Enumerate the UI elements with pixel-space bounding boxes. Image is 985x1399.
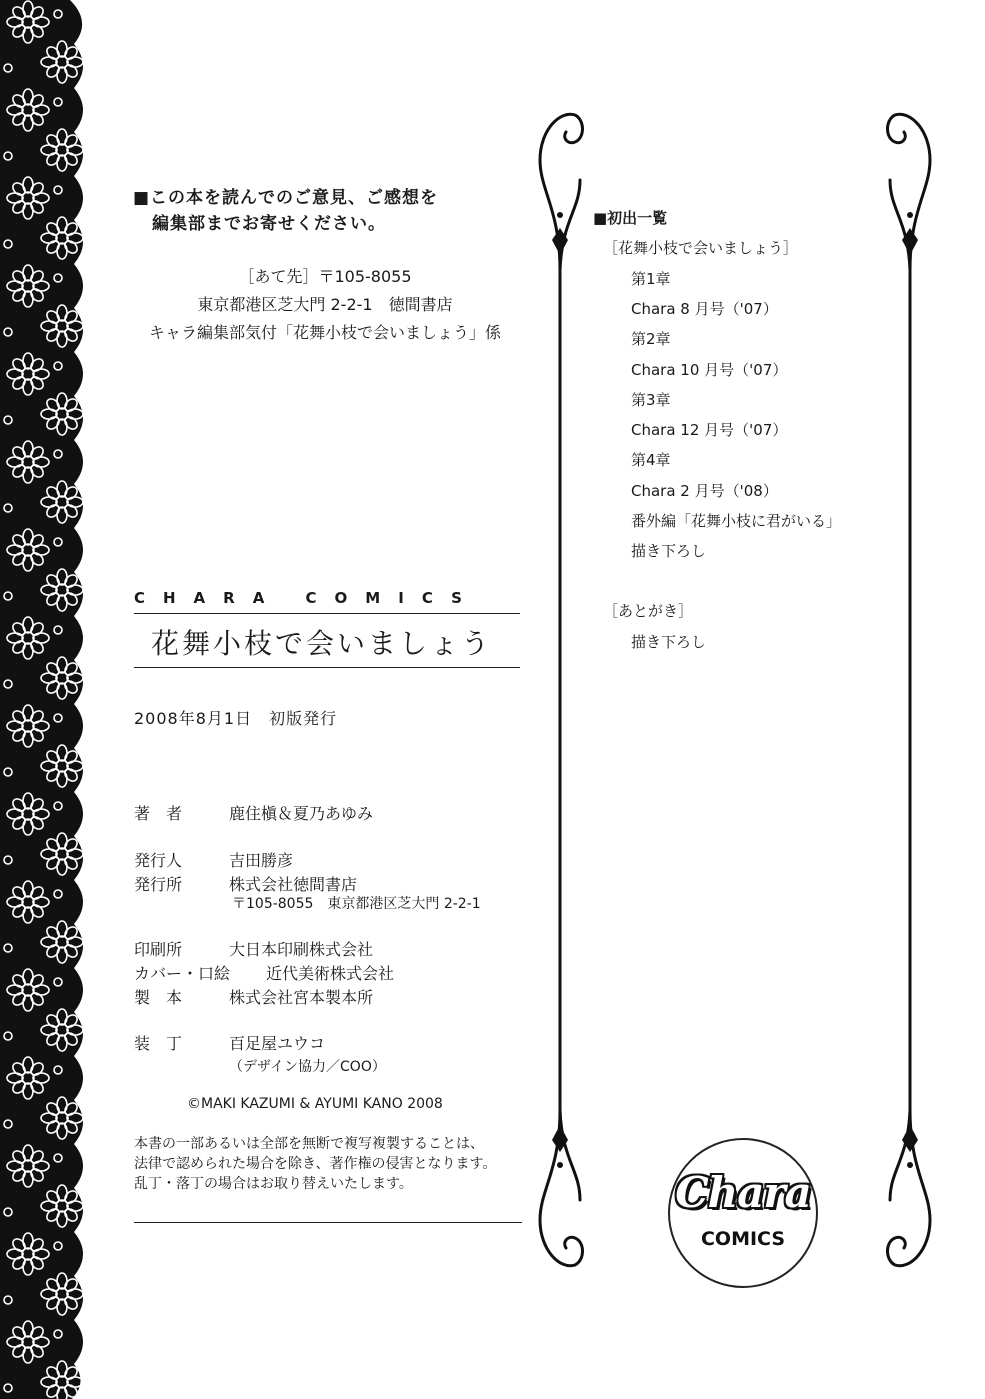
notice-line1: 本書の一部あるいは全部を無断で複写複製することは、 — [134, 1136, 484, 1152]
logo-brand: Chara — [675, 1168, 811, 1217]
series-name: CHARA COMICS — [134, 589, 480, 607]
copyright: ©MAKI KAZUMI & AYUMI KANO 2008 — [187, 1096, 443, 1112]
notice-line3: 乱丁・落丁の場合はお取り替えいたします。 — [134, 1176, 413, 1192]
address-line2: 東京都港区芝大門 2-2-1 徳間書店 — [197, 295, 453, 314]
list-item: 第2章 — [631, 330, 671, 348]
printer-label: 印刷所 — [134, 940, 183, 959]
list-item: 第4章 — [631, 451, 671, 469]
address-line3: キャラ編集部気付「花舞小枝で会いましょう」係 — [148, 323, 501, 342]
right-scroll-ornament — [880, 100, 940, 1280]
bottom-rule — [134, 1222, 522, 1223]
title-top-rule — [134, 613, 520, 614]
notice-line2: 法律で認められた場合を除き、著作権の侵害となります。 — [134, 1156, 497, 1172]
author-value: 鹿住槇＆夏乃あゆみ — [229, 804, 374, 823]
list-item: Chara 10 月号（'07） — [631, 361, 788, 379]
list-item: 第1章 — [631, 270, 671, 288]
printer-value: 大日本印刷株式会社 — [229, 940, 374, 959]
list-item: 第3章 — [631, 391, 671, 409]
design-value: 百足屋ユウコ — [229, 1034, 326, 1053]
chara-comics-logo — [668, 1138, 818, 1288]
lace-border-decoration — [0, 0, 100, 1399]
list-item: Chara 12 月号（'07） — [631, 421, 788, 439]
cover-label: カバー・口絵 — [134, 964, 231, 983]
list-item: Chara 8 月号（'07） — [631, 300, 778, 318]
first-appearance-heading: ■初出一覧 — [593, 209, 668, 227]
book-title: 花舞小枝で会いましょう — [151, 627, 493, 660]
afterword-note: 描き下ろし — [631, 633, 707, 651]
list-item: 描き下ろし — [631, 542, 707, 560]
list-item: Chara 2 月号（'08） — [631, 482, 778, 500]
afterword-title: ［あとがき］ — [603, 602, 694, 620]
publisher-label: 発行所 — [134, 875, 183, 894]
binding-value: 株式会社宮本製本所 — [229, 988, 374, 1007]
publisher-address: 〒105-8055 東京都港区芝大門 2-2-1 — [232, 896, 481, 912]
design-note: （デザイン協力／COO） — [229, 1059, 386, 1075]
publisher-person-value: 吉田勝彦 — [229, 851, 294, 870]
design-label: 装 丁 — [134, 1034, 183, 1053]
author-label: 著 者 — [134, 804, 183, 823]
address-line1: ［あて先］〒105-8055 — [238, 267, 412, 286]
cover-value: 近代美術株式会社 — [266, 964, 395, 983]
logo-sub: COMICS — [700, 1228, 786, 1250]
feedback-heading-line2: 編集部までお寄せください。 — [152, 214, 386, 234]
list-item: 番外編「花舞小枝に君がいる」 — [631, 512, 842, 530]
left-scroll-ornament — [530, 100, 590, 1280]
publisher-value: 株式会社徳間書店 — [229, 875, 358, 894]
title-bottom-rule — [134, 667, 520, 668]
publisher-person-label: 発行人 — [134, 851, 183, 870]
binding-label: 製 本 — [134, 988, 183, 1007]
publication-date: 2008年8月1日 初版発行 — [134, 709, 338, 728]
feedback-heading-line1: ■この本を読んでのご意見、ご感想を — [133, 188, 439, 208]
story-title: ［花舞小枝で会いましょう］ — [603, 239, 799, 257]
